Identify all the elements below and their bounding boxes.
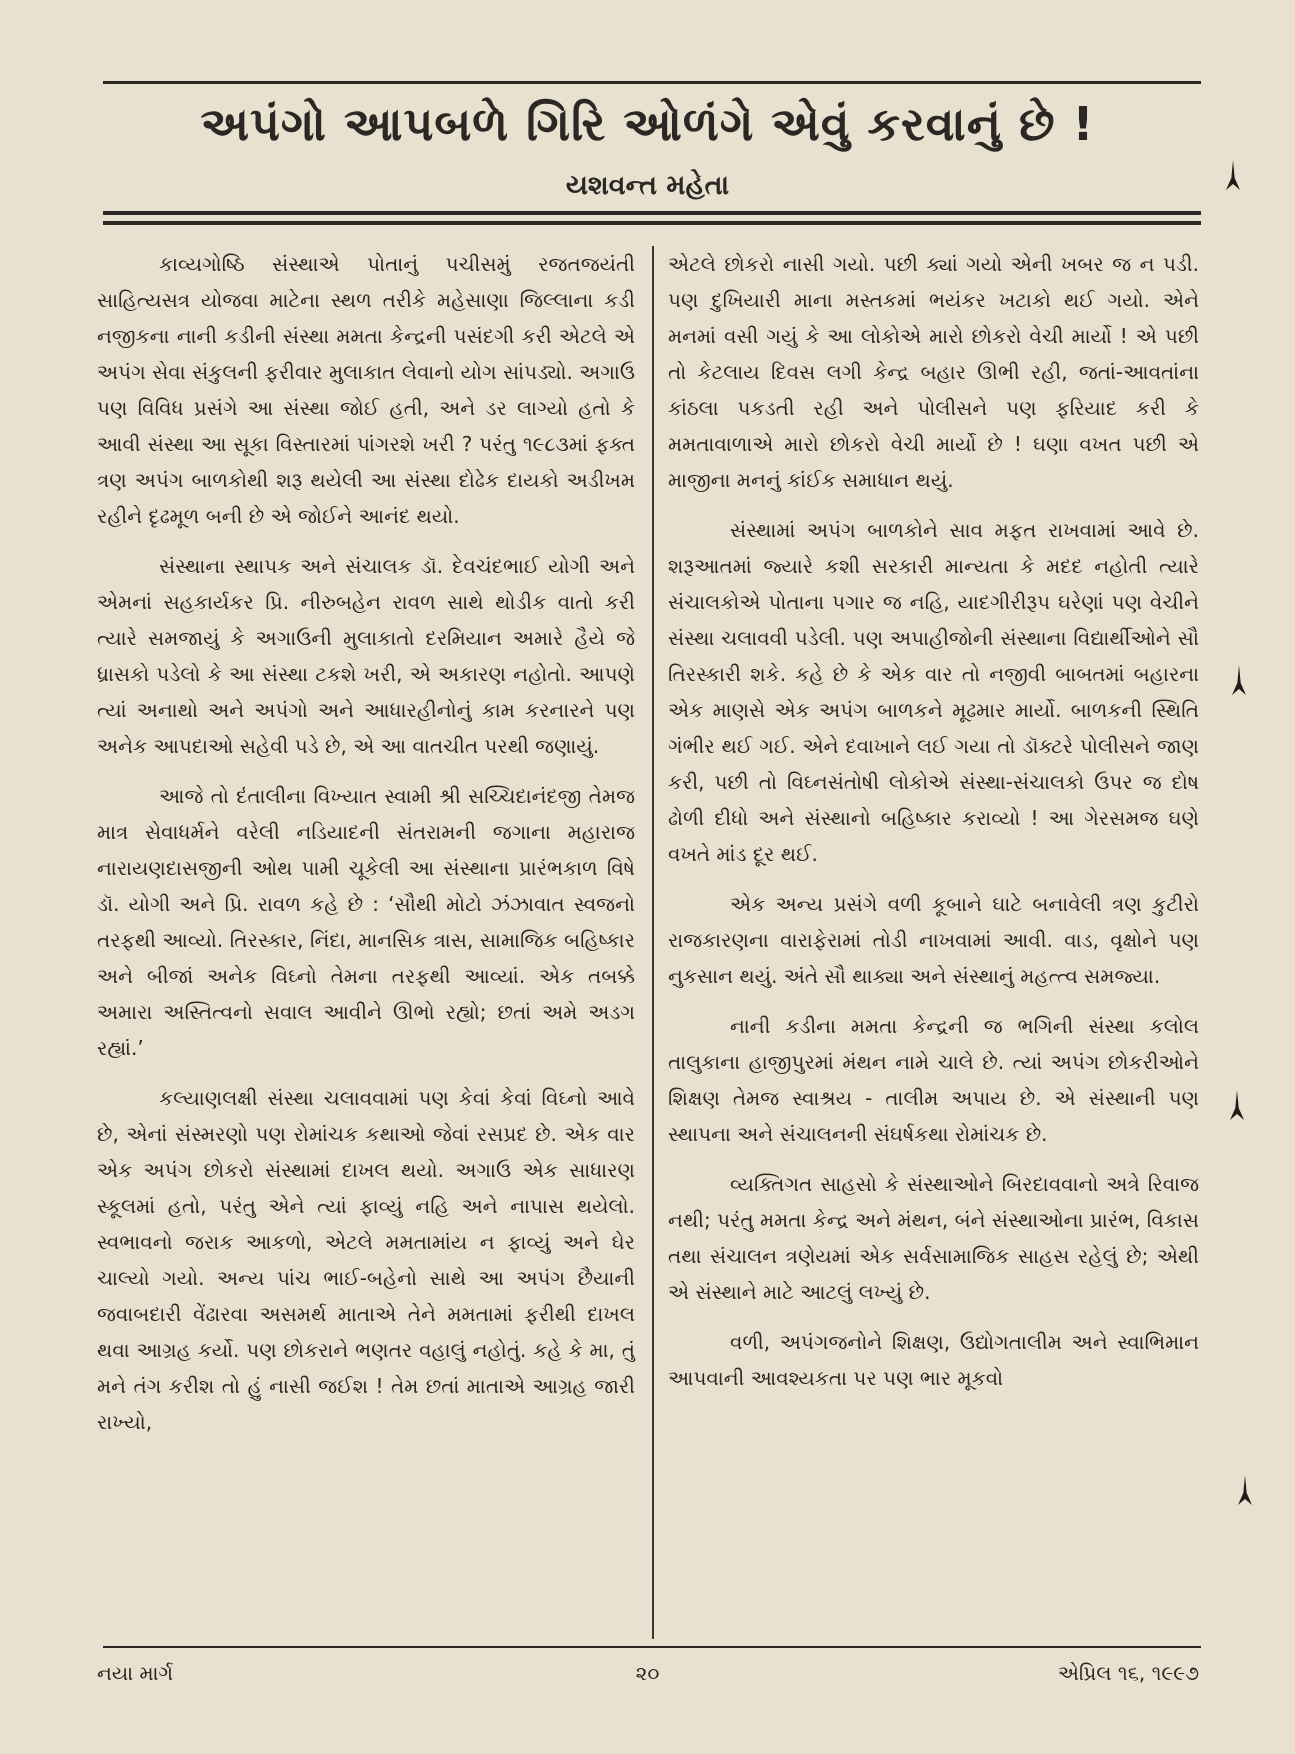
binding-mark <box>1232 665 1246 695</box>
paragraph: સંસ્થાના સ્થાપક અને સંચાલક ડૉ. દેવચંદભાઈ યોગી અને એમનાં સહકાર્યકર પ્રિ. નીરુબહેન રાવળ સાથે થોડીક વાતો કરી ત્યારે સમજાયું કે અગાઉની મુલાકાતો દરમિયાન અમારે હૈયે જે ધ્રાસકો પડેલો કે આ સંસ્થા ટકશે ખરી, એ અકારણ નહોતો. આપણે ત્યાં અનાથો અને અપંગો અને આધારહીનોનું કામ કરનારને પણ અનેક આપદાઓ સહેવી પડે છે, એ આ વાતચીત પરથી જણાયું. <box>97 554 635 758</box>
right-column <box>668 246 1199 1410</box>
paragraph: વ્યક્તિગત સાહસો કે સંસ્થાઓને બિરદાવવાનો અત્રે રિવાજ નથી; પરંતુ મમતા કેન્દ્ર અને મંથન, બંને સંસ્થાઓના પ્રારંભ, વિકાસ તથા સંચાલન ત્રણેયમાં એક સર્વસામાજિક સાહસ રહેલું છે; એથી એ સંસ્થાને માટે આટલું લખ્યું છે. <box>668 1172 1199 1304</box>
title-rule-lower <box>103 221 1201 225</box>
paragraph: એટલે છોકરો નાસી ગયો. પછી ક્યાં ગયો એની ખબર જ ન પડી. પણ દુખિયારી માના મસ્તકમાં ભયંકર ખટાકો થઈ ગયો. એને મનમાં વસી ગયું કે આ લોકોએ મારો છોકરો વેચી માર્યો ! એ પછી તો કેટલાય દિવસ લગી કેન્દ્ર બહાર ઊભી રહી, જતાં-આવતાંના કાંઠલા પકડતી રહી અને પોલીસને પણ ફરિયાદ કરી કે મમતાવાળાએ મારો છોકરો વેચી માર્યો છે ! ઘણા વખત પછી એ માજીના મનનું કાંઈક સમાધાન થયું. <box>668 252 1199 492</box>
article-title: અપંગો આપબળે ગિરિ ઓળંગે એવું કરવાનું છે ! <box>200 97 1095 151</box>
left-column <box>97 246 635 1454</box>
paragraph: નાની કડીના મમતા કેન્દ્રની જ ભગિની સંસ્થા કલોલ તાલુકાના હાજીપુરમાં મંથન નામે ચાલે છે. ત્યાં અપંગ છોકરીઓને શિક્ષણ તેમજ સ્વાશ્રય - તાલીમ અપાય છે. એ સંસ્થાની પણ સ્થાપના અને સંચાલનની સંઘર્ષકથા રોમાંચક છે. <box>668 1014 1199 1146</box>
binding-mark <box>1238 1475 1252 1505</box>
paragraph: વળી, અપંગજનોને શિક્ષણ, ઉદ્યોગતાલીમ અને સ્વાભિમાન આપવાની આવશ્યકતા પર પણ ભાર મૂકવો <box>668 1330 1199 1390</box>
footer-publication: નયા માર્ગ <box>97 1661 174 1685</box>
paragraph: એક અન્ય પ્રસંગે વળી કૂબાને ઘાટે બનાવેલી ત્રણ કુટીરો રાજકારણના વારાફેરામાં તોડી નાખવામાં આવી. વાડ, વૃક્ષોને પણ નુકસાન થયું. અંતે સૌ થાક્યા અને સંસ્થાનું મહત્ત્વ સમજ્યા. <box>668 892 1199 988</box>
paragraph: કાવ્યગોષ્ઠિ સંસ્થાએ પોતાનું પચીસમું રજતજયંતી સાહિત્યસત્ર યોજવા માટેના સ્થળ તરીકે મહેસાણા જિલ્લાના કડી નજીકના નાની કડીની સંસ્થા મમતા કેન્દ્રની પસંદગી કરી એટલે એ અપંગ સેવા સંકુલની ફરીવાર મુલાકાત લેવાનો યોગ સાંપડ્યો. અગાઉ પણ વિવિધ પ્રસંગે આ સંસ્થા જોઈ હતી, અને ડર લાગ્યો હતો કે આવી સંસ્થા આ સૂકા વિસ્તારમાં પાંગરશે ખરી ? પરંતુ ૧૯૮૩માં ફક્ત ત્રણ અપંગ બાળકોથી શરૂ થયેલી આ સંસ્થા દોઢેક દાયકો અડીખમ રહીને દૃઢમૂળ બની છે એ જોઈને આનંદ થયો. <box>97 252 635 528</box>
binding-mark <box>1230 1090 1244 1120</box>
paragraph: સંસ્થામાં અપંગ બાળકોને સાવ મફત રાખવામાં આવે છે. શરૂઆતમાં જ્યારે કશી સરકારી માન્યતા કે મદદ નહોતી ત્યારે સંચાલકોએ પોતાના પગાર જ નહિ, યાદગીરીરૂપ ઘરેણાં પણ વેચીને સંસ્થા ચલાવવી પડેલી. પણ અપાહીજોની સંસ્થાના વિદ્યાર્થીઓને સૌ તિરસ્કારી શકે. કહે છે કે એક વાર તો નજીવી બાબતમાં બહારના એક માણસે એક અપંગ બાળકને મૂઢમાર માર્યો. બાળકની સ્થિતિ ગંભીર થઈ ગઈ. એને દવાખાને લઈ ગયા તો ડૉક્ટરે પોલીસને જાણ કરી, પછી તો વિઘ્નસંતોષી લોકોએ સંસ્થા-સંચાલકો ઉપર જ દોષ ઢોળી દીધો અને સંસ્થાનો બહિષ્કાર કરાવ્યો ! આ ગેરસમજ ઘણે વખતે માંડ દૂર થઈ. <box>668 518 1199 866</box>
column-divider <box>652 246 654 1639</box>
footer-page-number: ૨૦ <box>635 1661 660 1685</box>
top-rule <box>103 81 1201 84</box>
footer-date: એપ્રિલ ૧૬, ૧૯૯૭ <box>1057 1661 1199 1685</box>
paragraph: આજે તો દંતાલીના વિખ્યાત સ્વામી શ્રી સચ્ચિદાનંદજી તેમજ માત્ર સેવાધર્મને વરેલી નડિયાદની સંતરામની જગાના મહારાજ નારાયણદાસજીની ઓથ પામી ચૂકેલી આ સંસ્થાના પ્રારંભકાળ વિષે ડૉ. યોગી અને પ્રિ. રાવળ કહે છે : ‘સૌથી મોટો ઝંઝાવાત સ્વજનો તરફથી આવ્યો. તિરસ્કાર, નિંદા, માનસિક ત્રાસ, સામાજિક બહિષ્કાર અને બીજાં અનેક વિઘ્નો તેમના તરફથી આવ્યાં. એક તબક્કે અમારા અસ્તિત્વનો સવાલ આવીને ઊભો રહ્યો; છતાં અમે અડગ રહ્યાં.’ <box>97 784 635 1060</box>
footer-rule <box>103 1646 1201 1648</box>
paragraph: કલ્યાણલક્ષી સંસ્થા ચલાવવામાં પણ કેવાં કેવાં વિઘ્નો આવે છે, એનાં સંસ્મરણો પણ રોમાંચક કથાઓ જેવાં રસપ્રદ છે. એક વાર એક અપંગ છોકરો સંસ્થામાં દાખલ થયો. અગાઉ એક સાધારણ સ્કૂલમાં હતો, પરંતુ એને ત્યાં ફાવ્યું નહિ અને નાપાસ થયેલો. સ્વભાવનો જરાક આકળો, એટલે મમતામાંય ન ફાવ્યું અને ઘેર ચાલ્યો ગયો. અન્ય પાંચ ભાઈ-બહેનો સાથે આ અપંગ છૈયાની જવાબદારી વેંઢારવા અસમર્થ માતાએ તેને મમતામાં ફરીથી દાખલ થવા આગ્રહ કર્યો. પણ છોકરાને ભણતર વહાલું નહોતું. કહે કે મા, તું મને તંગ કરીશ તો હું નાસી જઈશ ! તેમ છતાં માતાએ આગ્રહ જારી રાખ્યો, <box>97 1086 635 1434</box>
title-rule-upper <box>103 211 1201 215</box>
article-author: યશવન્ત મહેતા <box>565 170 730 201</box>
